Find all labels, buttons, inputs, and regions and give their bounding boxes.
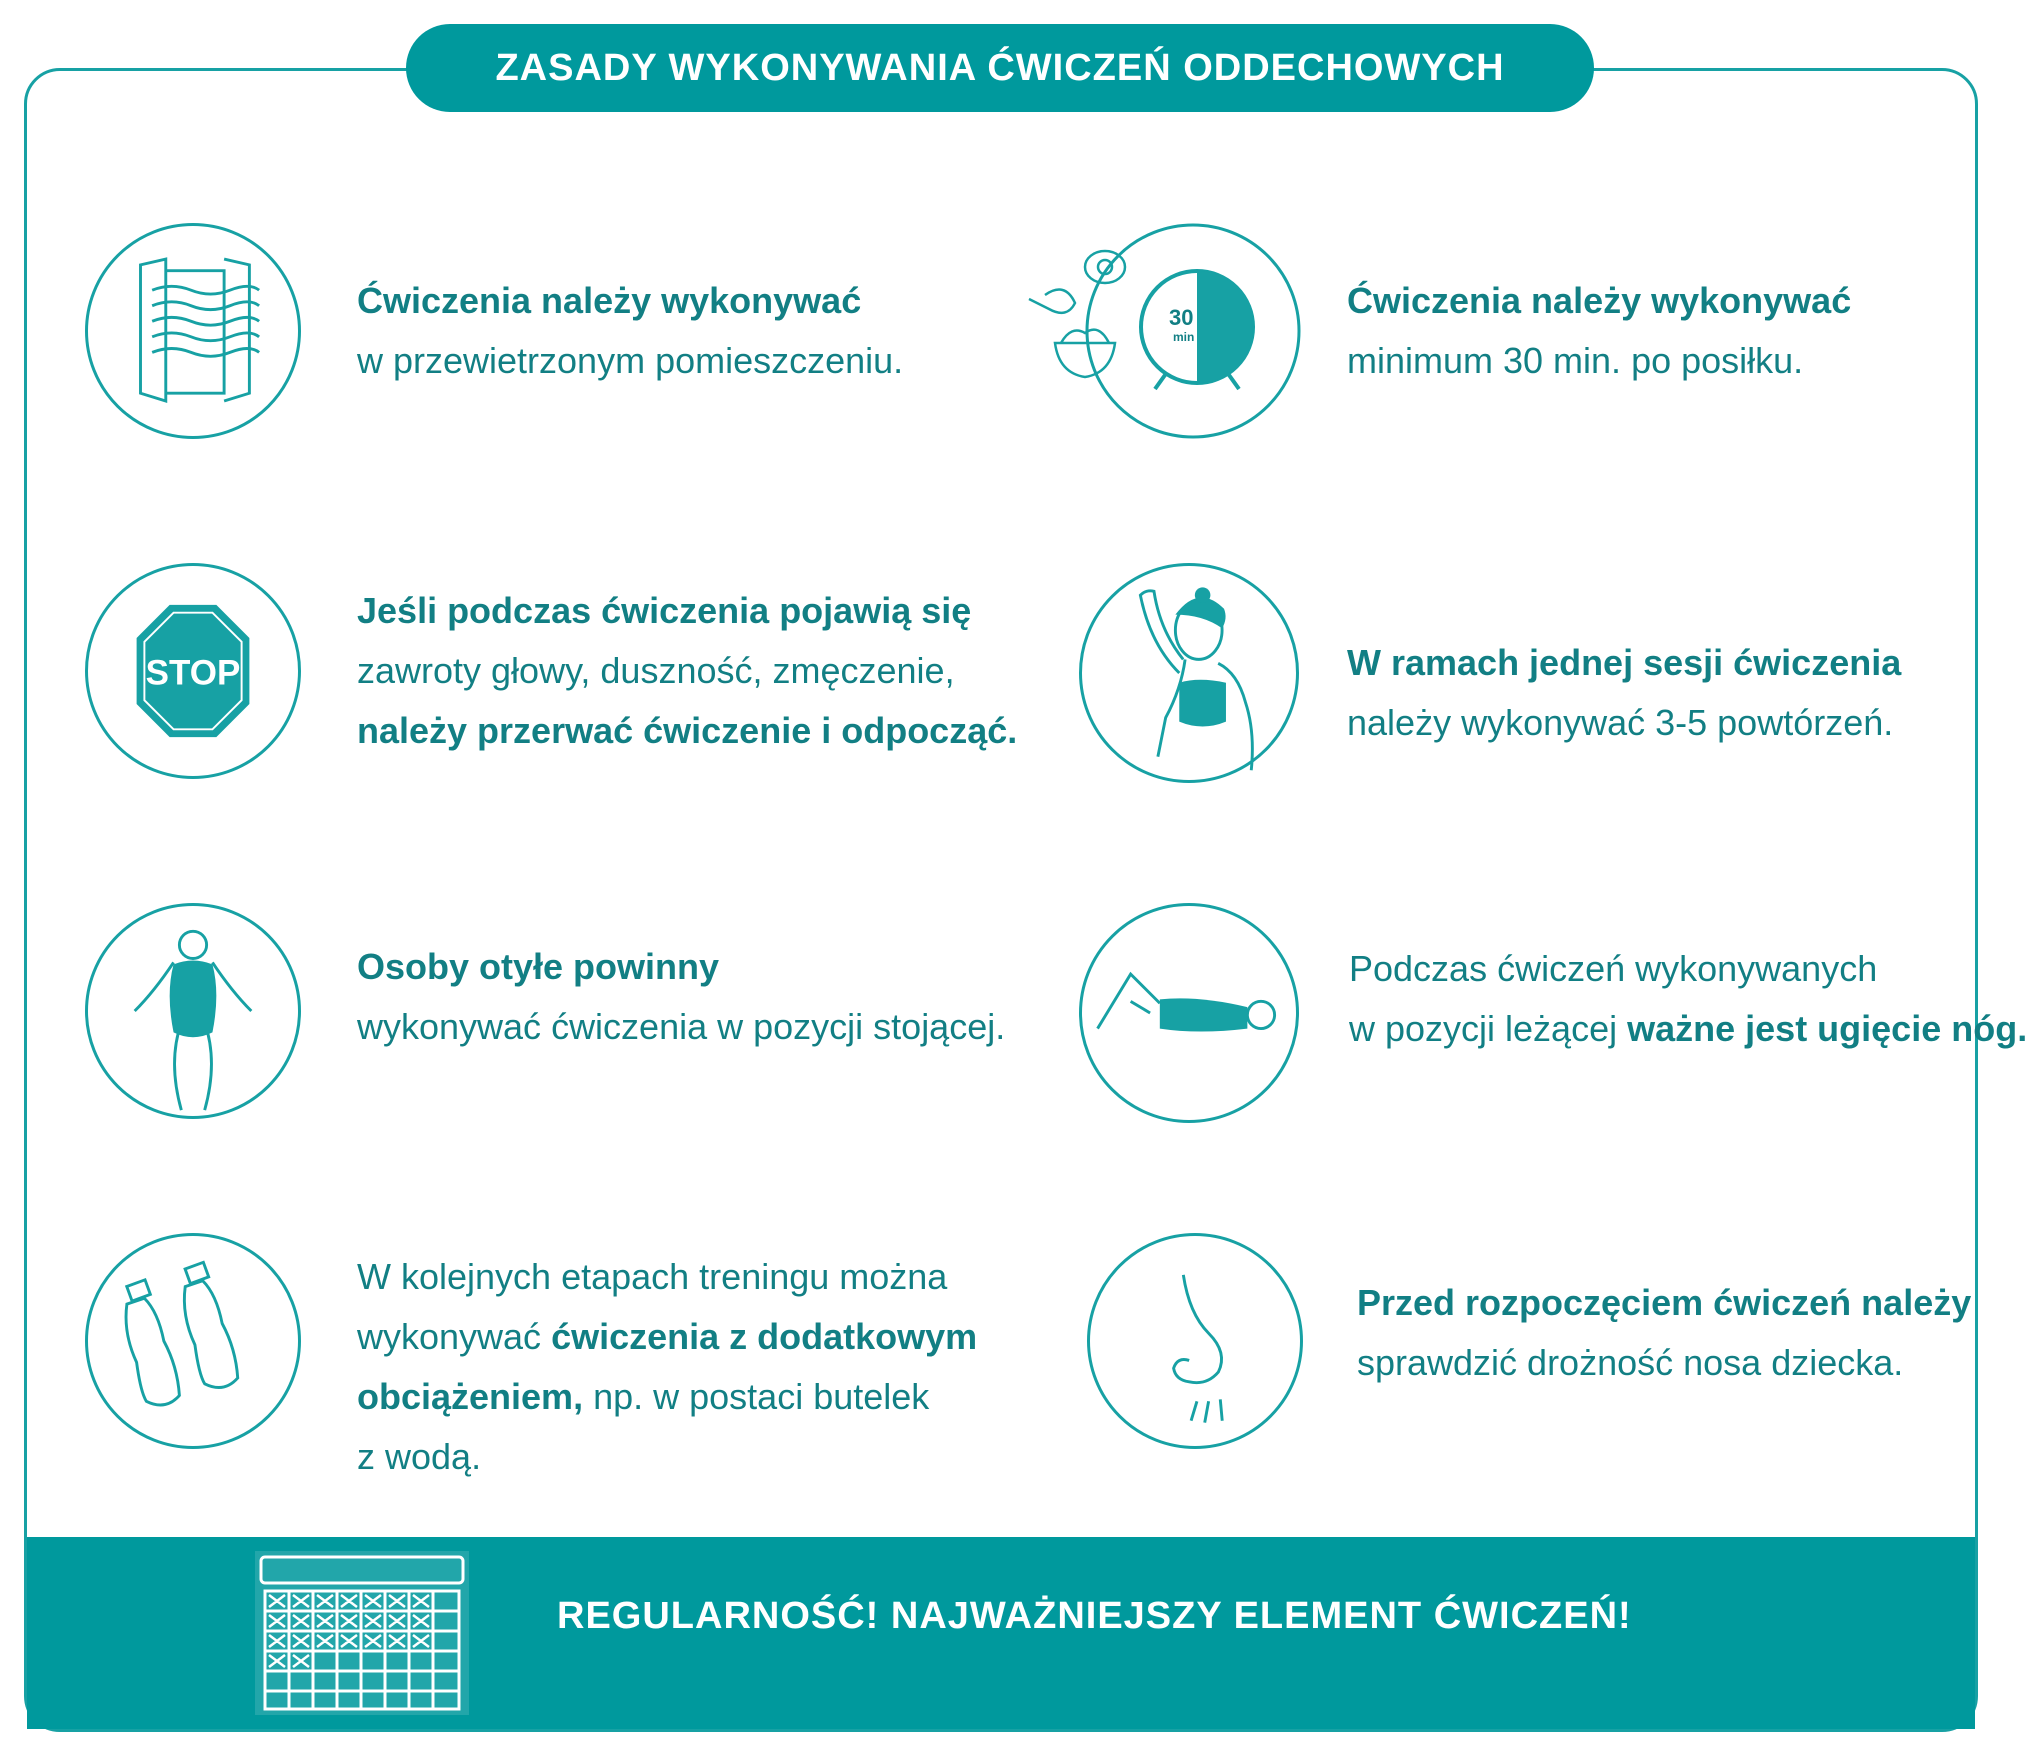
calendar-icon xyxy=(255,1551,469,1715)
lying-person-icon xyxy=(1079,903,1299,1123)
rule-8-text: Przed rozpoczęciem ćwiczeń należy sprawdzić drożność nosa dziecka. xyxy=(1357,1282,1972,1383)
window-icon xyxy=(85,223,301,439)
rule-3-text: Jeśli podczas ćwiczenia pojawią się zawroty głowy, duszność, zmęczenie, należy przerwać ćwiczenie i odpocząć. xyxy=(357,590,1018,751)
timer-label: 30 xyxy=(1169,305,1194,330)
rule-4-text: W ramach jednej sesji ćwiczenia należy wykonywać 3-5 powtórzeń. xyxy=(1347,642,1902,743)
rule-6-text: Podczas ćwiczeń wykonywanych w pozycji leżącej ważne jest ugięcie nóg. xyxy=(1349,948,2027,1049)
stop-label: STOP xyxy=(145,653,241,693)
water-bottles-icon xyxy=(85,1233,301,1449)
timer-meal-icon xyxy=(1085,223,1301,439)
rule-7-text: W kolejnych etapach treningu można wykonywać ćwiczenia z dodatkowym obciążeniem, np. w postaci butelek z wodą. xyxy=(357,1256,978,1477)
footer-text: REGULARNOŚĆ! NAJWAŻNIEJSZY ELEMENT ĆWICZEŃ! xyxy=(557,1595,1632,1637)
rule-1-text: Ćwiczenia należy wykonywać w przewietrzonym pomieszczeniu. xyxy=(357,280,904,381)
nose-icon xyxy=(1087,1233,1303,1449)
page-title: ZASADY WYKONYWANIA ĆWICZEŃ ODDECHOWYCH xyxy=(406,24,1594,112)
rule-5-text: Osoby otyłe powinny wykonywać ćwiczenia w pozycji stojącej. xyxy=(357,946,1006,1047)
timer-unit: min xyxy=(1173,330,1195,344)
stop-sign-icon xyxy=(85,563,301,779)
stretching-woman-icon xyxy=(1079,563,1299,783)
rules-panel xyxy=(24,68,2027,1732)
rule-2-text: Ćwiczenia należy wykonywać minimum 30 min. po posiłku. xyxy=(1347,280,1852,381)
standing-person-icon xyxy=(85,903,301,1119)
footer-banner xyxy=(27,1537,1975,1729)
